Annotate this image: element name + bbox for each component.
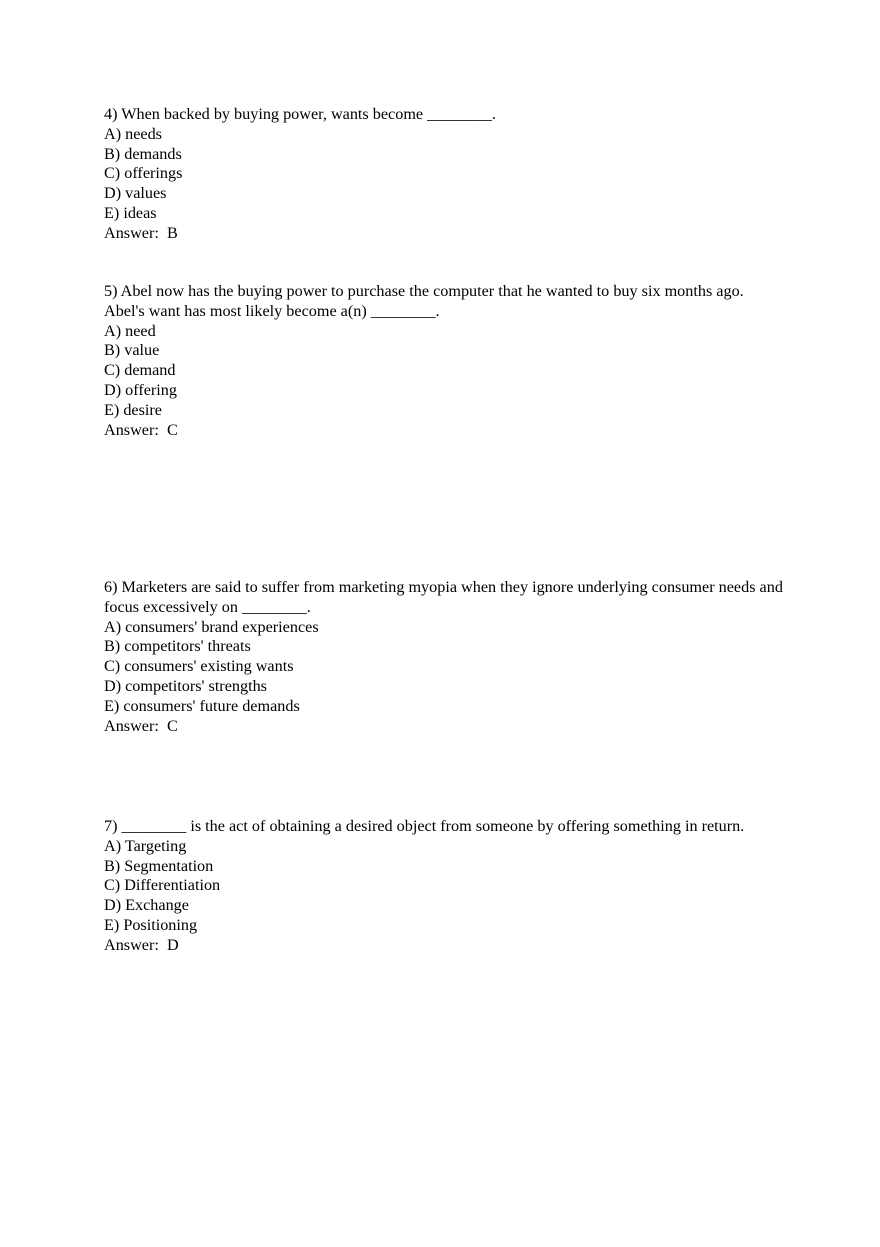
option-a: A) need	[104, 321, 156, 340]
option-e: E) Positioning	[104, 915, 198, 934]
option-a: A) consumers' brand experiences	[104, 617, 319, 636]
option-e: E) desire	[104, 400, 162, 419]
option-d: D) offering	[104, 380, 177, 399]
option-b: B) value	[104, 341, 160, 360]
option-b: B) competitors' threats	[104, 637, 251, 656]
option-a: A) needs	[104, 124, 162, 143]
question-stem: 6) Marketers are said to suffer from marketing myopia when they ignore underlying consumer needs and focus excessively on ________.	[104, 578, 787, 616]
option-e: E) ideas	[104, 203, 157, 222]
question-stem: 5) Abel now has the buying power to purchase the computer that he wanted to buy six months ago. Abel's want has most likely become a(n) ________.	[104, 282, 747, 320]
answer-key: Answer: D	[104, 935, 179, 954]
answer-key: Answer: C	[104, 420, 178, 439]
question-5	[104, 282, 784, 440]
option-c: C) consumers' existing wants	[104, 657, 294, 676]
option-c: C) demand	[104, 361, 176, 380]
question-6	[104, 578, 787, 736]
question-stem: 7) ________ is the act of obtaining a desired object from someone by offering something in return.	[104, 817, 745, 835]
option-d: D) values	[104, 184, 167, 203]
option-c: C) offerings	[104, 164, 183, 183]
question-4	[104, 105, 784, 244]
option-e: E) consumers' future demands	[104, 696, 300, 715]
question-stem: 4) When backed by buying power, wants become ________.	[104, 105, 496, 123]
option-d: D) competitors' strengths	[104, 676, 267, 695]
answer-key: Answer: C	[104, 716, 178, 735]
option-d: D) Exchange	[104, 896, 189, 915]
option-c: C) Differentiation	[104, 876, 221, 895]
answer-key: Answer: B	[104, 223, 178, 242]
option-b: B) demands	[104, 144, 182, 163]
question-7	[104, 817, 784, 956]
option-a: A) Targeting	[104, 836, 187, 855]
option-b: B) Segmentation	[104, 856, 214, 875]
